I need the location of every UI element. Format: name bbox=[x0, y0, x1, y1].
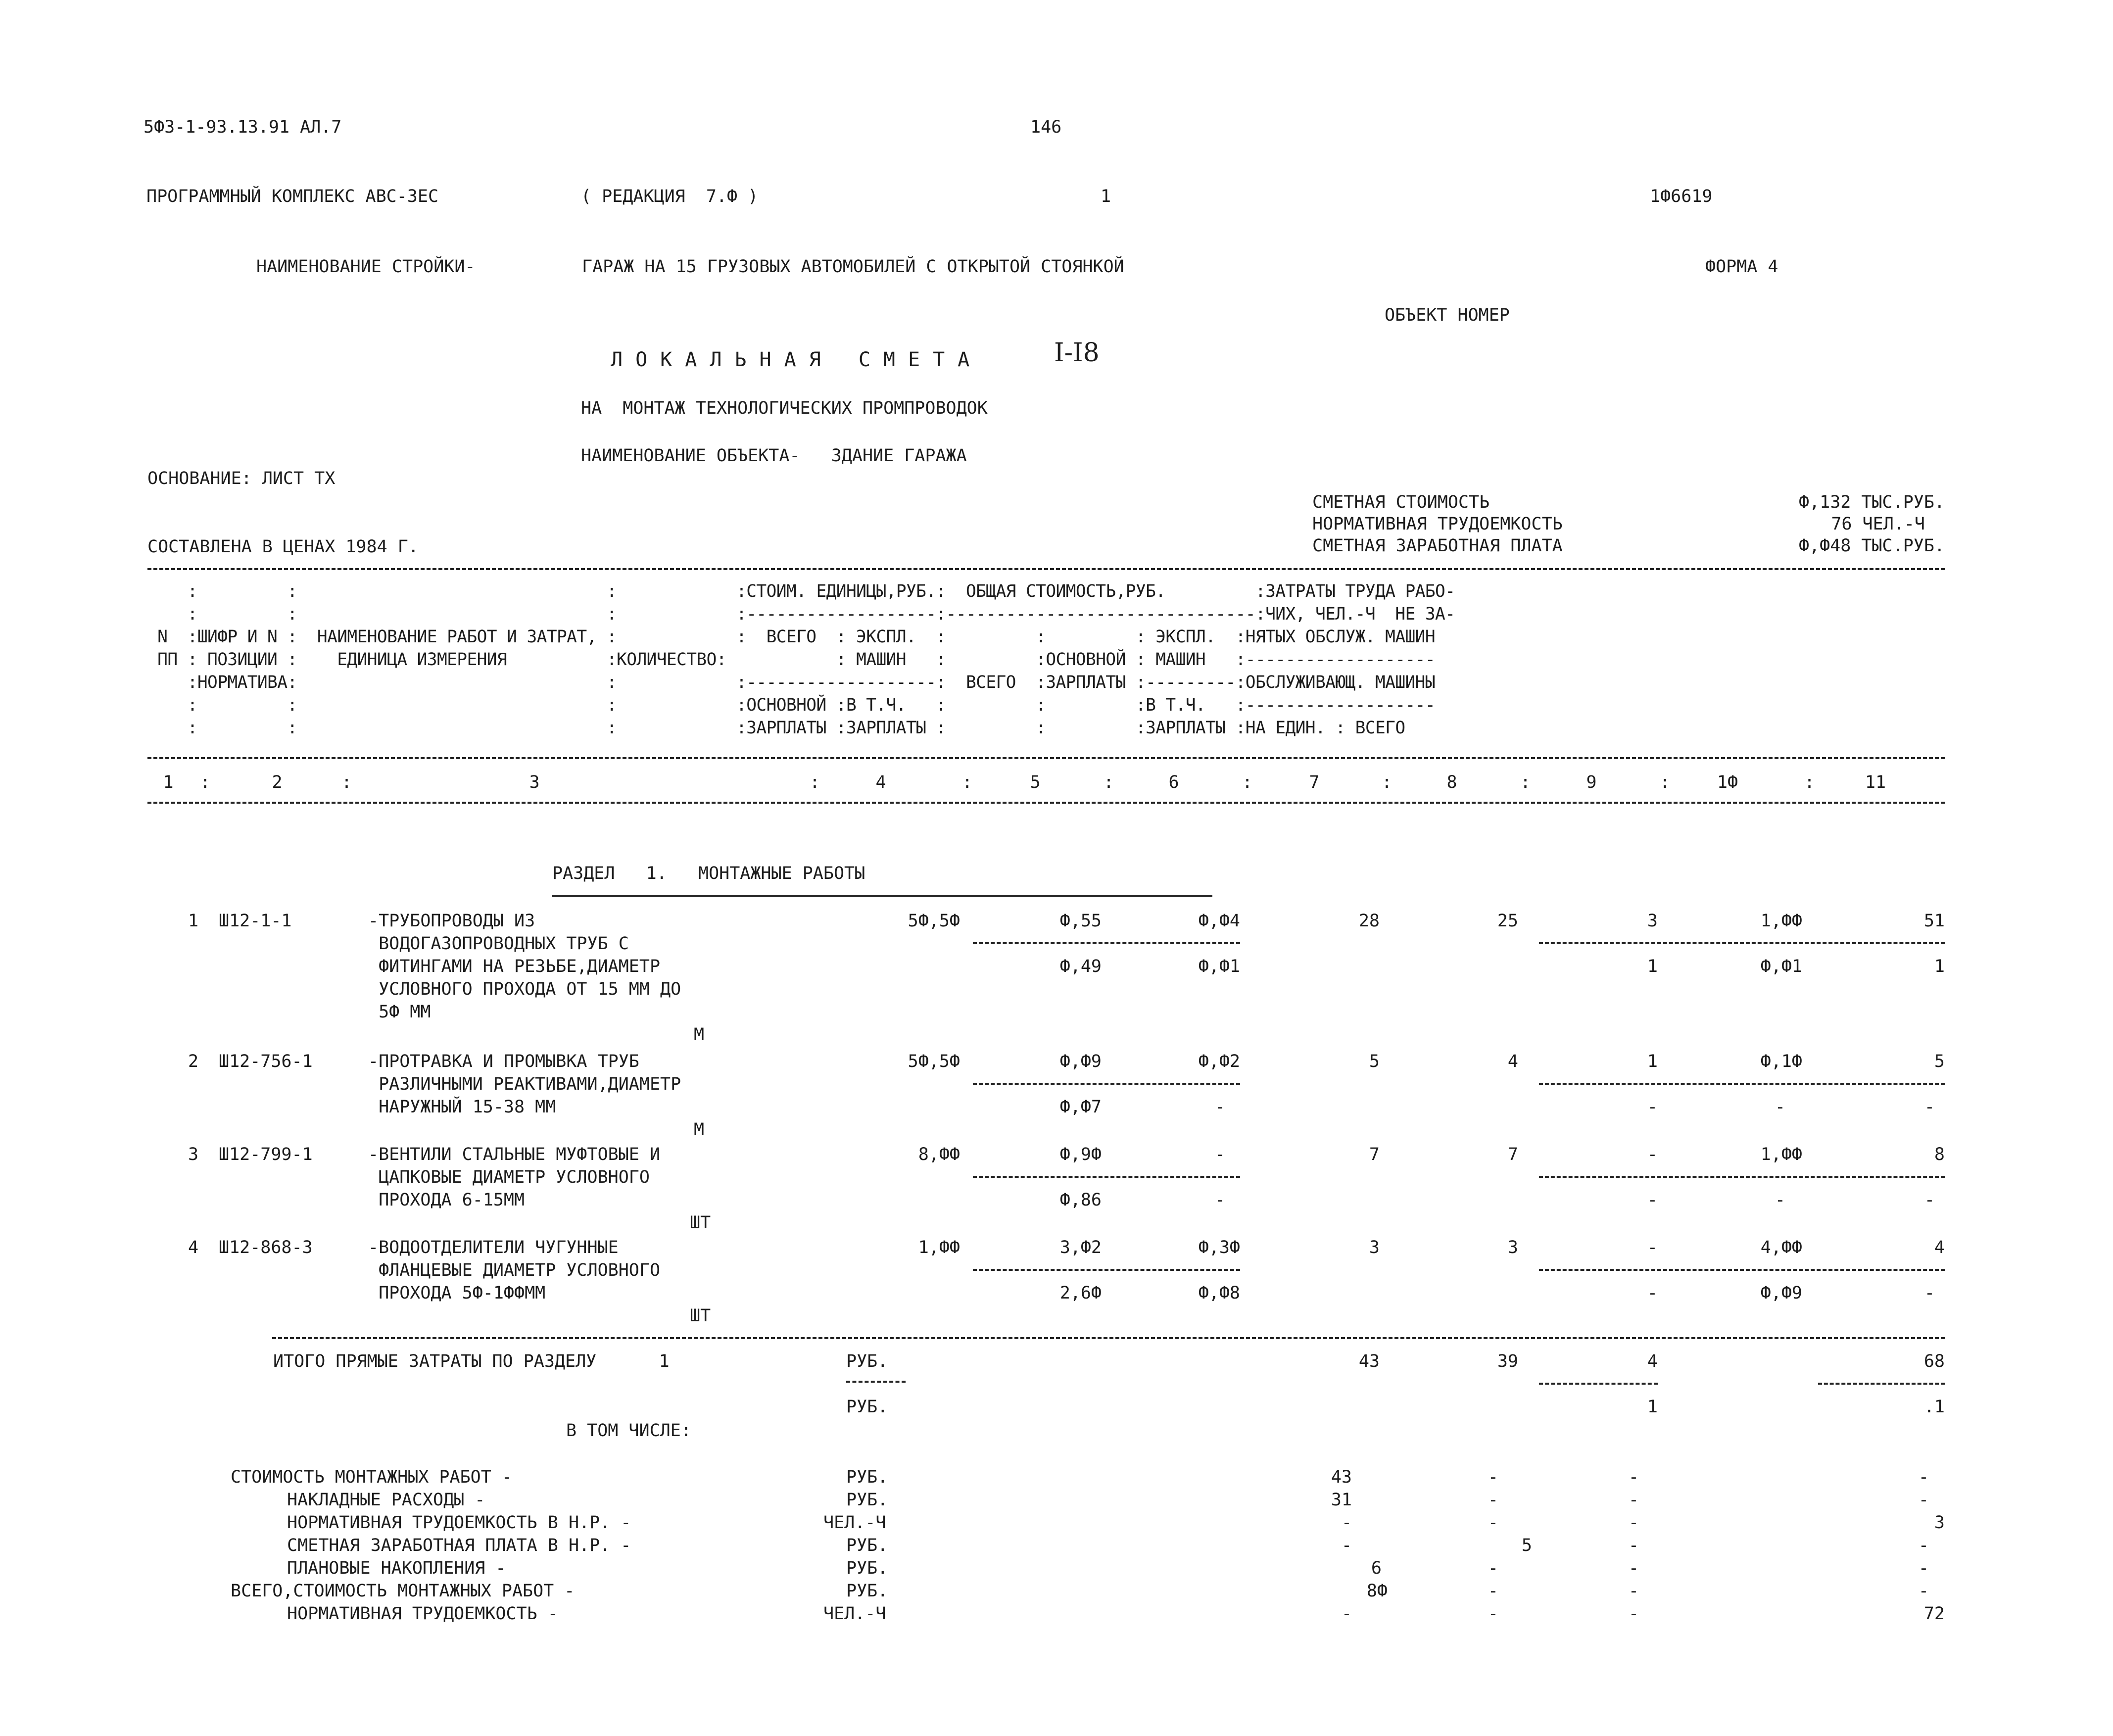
row-name-line: 5Ф ММ bbox=[368, 1002, 431, 1022]
summary-label-cost: СМЕТНАЯ СТОИМОСТЬ bbox=[1312, 492, 1490, 512]
column-separator: : bbox=[1660, 772, 1671, 792]
breakdown-labor: - bbox=[1918, 1467, 1929, 1487]
row-total: 28 bbox=[1358, 911, 1380, 931]
row-unit: М bbox=[694, 1120, 705, 1140]
row-labor-unit-service: - bbox=[1775, 1097, 1785, 1117]
row-name-line: РАЗЛИЧНЫМИ РЕАКТИВАМИ,ДИАМЕТР bbox=[368, 1074, 681, 1094]
row-labor-unit-service: Ф,Ф9 bbox=[1760, 1283, 1802, 1303]
row-labor-unit: Ф,1Ф bbox=[1760, 1052, 1802, 1071]
row-machine-wage: - bbox=[1647, 1190, 1658, 1210]
row-quantity: 5Ф,5Ф bbox=[908, 1052, 960, 1071]
row-name-line: НАРУЖНЫЙ 15-38 ММ bbox=[368, 1097, 556, 1117]
row-labor-unit: 1,ФФ bbox=[1760, 1145, 1802, 1164]
row-code: Ш12-799-1 bbox=[219, 1145, 313, 1164]
breakdown-base-wage: - bbox=[1488, 1490, 1498, 1510]
totals-machines: 4 bbox=[1647, 1351, 1658, 1371]
breakdown-label: ВСЕГО,СТОИМОСТЬ МОНТАЖНЫХ РАБОТ - bbox=[231, 1581, 575, 1601]
summary-label-wage: СМЕТНАЯ ЗАРАБОТНАЯ ПЛАТА bbox=[1312, 536, 1563, 556]
row-base-wage: 4 bbox=[1507, 1052, 1518, 1071]
header-line: N :ШИФР И N : НАИМЕНОВАНИЕ РАБОТ И ЗАТРАТ, : : ВСЕГО : ЭКСПЛ. : : : ЭКСПЛ. :НЯТЫХ ОБСЛУЖ. МАШИН bbox=[147, 627, 1436, 647]
row-code: Ш12-756-1 bbox=[219, 1052, 313, 1071]
breakdown-machines: - bbox=[1628, 1558, 1639, 1578]
construction-label: НАИМЕНОВАНИЕ СТРОЙКИ- bbox=[256, 257, 476, 277]
row-base-wage: 25 bbox=[1497, 911, 1518, 931]
column-number: 8 bbox=[1446, 772, 1457, 792]
header-line: : : : :ЗАРПЛАТЫ :ЗАРПЛАТЫ : : :ЗАРПЛАТЫ :НА ЕДИН. : ВСЕГО bbox=[147, 718, 1405, 738]
column-number: 11 bbox=[1865, 772, 1886, 792]
breakdown-base-wage: - bbox=[1488, 1467, 1498, 1487]
breakdown-labor: - bbox=[1918, 1558, 1929, 1578]
sheet-number: 1 bbox=[1101, 187, 1111, 206]
section-underline bbox=[552, 892, 1212, 897]
row-base-wage: 3 bbox=[1507, 1238, 1518, 1257]
row-unit-divider bbox=[973, 1269, 1240, 1271]
column-separator: : bbox=[1520, 772, 1531, 792]
breakdown-labor: 72 bbox=[1923, 1604, 1945, 1624]
row-quantity: 5Ф,5Ф bbox=[908, 911, 960, 931]
breakdown-total: - bbox=[1341, 1604, 1352, 1624]
summary-value-cost: Ф,132 ТЫС.РУБ. bbox=[1798, 492, 1945, 512]
totals-base-wage: 39 bbox=[1497, 1351, 1518, 1371]
row-name-line: ЦАПКОВЫЕ ДИАМЕТР УСЛОВНОГО bbox=[368, 1167, 650, 1187]
row-unit: ШТ bbox=[690, 1213, 711, 1233]
table-header bbox=[147, 580, 1949, 748]
row-machines: - bbox=[1647, 1145, 1658, 1164]
estimate-number: I-I8 bbox=[1054, 338, 1100, 368]
row-unit-machine-wage: Ф,Ф8 bbox=[1198, 1283, 1240, 1303]
breakdown-label: НАКЛАДНЫЕ РАСХОДЫ - bbox=[287, 1490, 485, 1510]
row-name-line: ФЛАНЦЕВЫЕ ДИАМЕТР УСЛОВНОГО bbox=[368, 1260, 661, 1280]
breakdown-total: 43 bbox=[1331, 1467, 1352, 1487]
row-code: Ш12-1-1 bbox=[219, 911, 292, 931]
row-code: Ш12-868-3 bbox=[219, 1238, 313, 1257]
row-unit-divider bbox=[973, 1176, 1240, 1178]
row-labor-unit: 1,ФФ bbox=[1760, 911, 1802, 931]
row-total-divider bbox=[1539, 1269, 1945, 1271]
row-unit-machines: Ф,Ф4 bbox=[1198, 911, 1240, 931]
column-separator: : bbox=[341, 772, 352, 792]
row-unit-wage: Ф,86 bbox=[1059, 1190, 1102, 1210]
row-name-line: -ТРУБОПРОВОДЫ ИЗ bbox=[368, 911, 535, 931]
row-unit-total: Ф,55 bbox=[1059, 911, 1102, 931]
row-unit-total: 3,Ф2 bbox=[1059, 1238, 1102, 1257]
breakdown-unit: ЧЕЛ.-Ч bbox=[823, 1604, 886, 1624]
row-unit-wage: 2,6Ф bbox=[1059, 1283, 1102, 1303]
breakdown-unit: РУБ. bbox=[846, 1536, 888, 1555]
row-quantity: 1,ФФ bbox=[918, 1238, 960, 1257]
row-unit-machine-wage: - bbox=[1214, 1097, 1225, 1117]
row-machine-wage: - bbox=[1647, 1097, 1658, 1117]
document-title: ЛОКАЛЬНАЯ СМЕТА bbox=[611, 348, 983, 371]
row-number: 1 bbox=[188, 911, 199, 931]
row-labor-total: 51 bbox=[1923, 911, 1945, 931]
breakdown-base-wage: - bbox=[1488, 1604, 1498, 1624]
column-separator: : bbox=[1804, 772, 1815, 792]
column-number: 1Ф bbox=[1717, 772, 1738, 792]
breakdown-unit: РУБ. bbox=[846, 1558, 888, 1578]
breakdown-total: - bbox=[1341, 1513, 1352, 1533]
row-labor-unit-service: Ф,Ф1 bbox=[1760, 957, 1802, 976]
breakdown-total: 8Ф bbox=[1366, 1581, 1388, 1601]
column-separator: : bbox=[1104, 772, 1114, 792]
row-unit: М bbox=[694, 1025, 705, 1045]
summary-value-labor: 76 ЧЕЛ.-Ч bbox=[1831, 514, 1925, 534]
column-separator: : bbox=[200, 772, 211, 792]
totals-unit-wage: РУБ. bbox=[846, 1397, 888, 1417]
row-total-divider bbox=[1539, 1176, 1945, 1178]
row-unit-machine-wage: Ф,Ф1 bbox=[1198, 957, 1240, 976]
breakdown-unit: РУБ. bbox=[846, 1581, 888, 1601]
totals-labor-divider bbox=[1818, 1383, 1945, 1385]
column-number: 6 bbox=[1168, 772, 1179, 792]
totals-label: ИТОГО ПРЯМЫЕ ЗАТРАТЫ ПО РАЗДЕЛУ 1 bbox=[273, 1351, 670, 1371]
row-total-divider bbox=[1539, 942, 1945, 944]
row-labor-total-service: - bbox=[1924, 1190, 1935, 1210]
header-line: : : : :-------------------:-------------------------------:ЧИХ, ЧЕЛ.-Ч НЕ ЗА- bbox=[147, 604, 1455, 624]
row-unit-wage: Ф,Ф7 bbox=[1059, 1097, 1102, 1117]
header-line: :НОРМАТИВА: : :-------------------: ВСЕГО :ЗАРПЛАТЫ :---------:ОБСЛУЖИВАЮЩ. МАШИНЫ bbox=[147, 673, 1436, 692]
row-total: 5 bbox=[1369, 1052, 1380, 1071]
estimate-basis: ОСНОВАНИЕ: ЛИСТ ТХ bbox=[147, 469, 336, 488]
row-unit: ШТ bbox=[690, 1306, 711, 1326]
row-total-divider bbox=[1539, 1083, 1945, 1085]
breakdown-machines: - bbox=[1628, 1490, 1639, 1510]
row-name-line: -ВОДООТДЕЛИТЕЛИ ЧУГУННЫЕ bbox=[368, 1238, 619, 1257]
object-number: ОБЪЕКТ НОМЕР bbox=[1385, 305, 1510, 325]
column-number: 4 bbox=[875, 772, 886, 792]
row-unit-machines: - bbox=[1214, 1145, 1225, 1164]
row-labor-unit: 4,ФФ bbox=[1760, 1238, 1802, 1257]
column-number: 9 bbox=[1586, 772, 1597, 792]
doc-ref: 5Ф3-1-93.13.91 АЛ.7 bbox=[144, 117, 342, 137]
row-unit-total: Ф,9Ф bbox=[1059, 1145, 1102, 1164]
column-separator: : bbox=[1242, 772, 1253, 792]
breakdown-machines: - bbox=[1628, 1467, 1639, 1487]
document-code: 1Ф6619 bbox=[1650, 187, 1713, 206]
column-separator: : bbox=[1382, 772, 1393, 792]
row-unit-wage: Ф,49 bbox=[1059, 957, 1102, 976]
breakdown-unit: ЧЕЛ.-Ч bbox=[823, 1513, 886, 1533]
breakdown-label: ПЛАНОВЫЕ НАКОПЛЕНИЯ - bbox=[287, 1558, 506, 1578]
breakdown-unit: РУБ. bbox=[846, 1490, 888, 1510]
row-unit-machine-wage: - bbox=[1214, 1190, 1225, 1210]
row-name-line: ПРОХОДА 6-15ММ bbox=[368, 1190, 525, 1210]
row-name-line: ВОДОГАЗОПРОВОДНЫХ ТРУБ С bbox=[368, 934, 629, 954]
row-labor-total: 4 bbox=[1934, 1238, 1945, 1257]
column-number: 7 bbox=[1309, 772, 1320, 792]
breakdown-base-wage: - bbox=[1488, 1581, 1498, 1601]
row-name-line: ПРОХОДА 5Ф-1ФФММ bbox=[368, 1283, 546, 1303]
row-unit-divider bbox=[973, 942, 1240, 944]
breakdown-machines: - bbox=[1628, 1536, 1639, 1555]
row-labor-total-service: 1 bbox=[1934, 957, 1945, 976]
breakdown-labor: - bbox=[1918, 1490, 1929, 1510]
totals-labor-service: .1 bbox=[1923, 1397, 1945, 1417]
breakdown-total: - bbox=[1341, 1536, 1352, 1555]
object-name: НАИМЕНОВАНИЕ ОБЪЕКТА- ЗДАНИЕ ГАРАЖА bbox=[581, 446, 967, 466]
row-unit-machines: Ф,Ф2 bbox=[1198, 1052, 1240, 1071]
breakdown-base-wage: 5 bbox=[1521, 1536, 1532, 1555]
summary-value-wage: Ф,Ф48 ТЫС.РУБ. bbox=[1798, 536, 1945, 556]
program-name: ПРОГРАММНЫЙ КОМПЛЕКС АВС-3ЕС bbox=[146, 187, 439, 206]
row-name-line: УСЛОВНОГО ПРОХОДА ОТ 15 ММ ДО bbox=[368, 979, 681, 999]
row-labor-total: 5 bbox=[1934, 1052, 1945, 1071]
totals-machines-divider bbox=[1539, 1383, 1658, 1385]
breakdown-label: НОРМАТИВНАЯ ТРУДОЕМКОСТЬ - bbox=[287, 1604, 558, 1624]
breakdown-total: 6 bbox=[1371, 1558, 1382, 1578]
row-number: 2 bbox=[188, 1052, 199, 1071]
program-edition: ( РЕДАКЦИЯ 7.Ф ) bbox=[581, 187, 759, 206]
header-line: : : : :СТОИМ. ЕДИНИЦЫ,РУБ.: ОБЩАЯ СТОИМОСТЬ,РУБ. :ЗАТРАТЫ ТРУДА РАБО- bbox=[147, 581, 1455, 601]
header-line: : : : :ОСНОВНОЙ :В Т.Ч. : : :В Т.Ч. :------------------- bbox=[147, 695, 1436, 715]
breakdown-unit: РУБ. bbox=[846, 1467, 888, 1487]
estimate-subtitle: НА МОНТАЖ ТЕХНОЛОГИЧЕСКИХ ПРОМПРОВОДОК bbox=[581, 398, 988, 418]
row-machine-wage: 1 bbox=[1647, 957, 1658, 976]
row-machines: - bbox=[1647, 1238, 1658, 1257]
row-unit-total: Ф,Ф9 bbox=[1059, 1052, 1102, 1071]
row-base-wage: 7 bbox=[1507, 1145, 1518, 1164]
header-bottom-rule bbox=[147, 802, 1945, 804]
totals-machine-wage: 1 bbox=[1647, 1397, 1658, 1417]
row-machines: 1 bbox=[1647, 1052, 1658, 1071]
header-top-rule bbox=[147, 568, 1945, 570]
row-unit-divider bbox=[973, 1083, 1240, 1085]
row-labor-total-service: - bbox=[1924, 1097, 1935, 1117]
column-separator: : bbox=[810, 772, 820, 792]
breakdown-machines: - bbox=[1628, 1581, 1639, 1601]
page-number: 146 bbox=[1030, 117, 1062, 137]
column-number: 3 bbox=[529, 772, 540, 792]
breakdown-base-wage: - bbox=[1488, 1558, 1498, 1578]
row-labor-total: 8 bbox=[1934, 1145, 1945, 1164]
row-labor-total-service: - bbox=[1924, 1283, 1935, 1303]
including-heading: В ТОМ ЧИСЛЕ: bbox=[566, 1421, 691, 1441]
row-machines: 3 bbox=[1647, 911, 1658, 931]
construction-name: ГАРАЖ НА 15 ГРУЗОВЫХ АВТОМОБИЛЕЙ С ОТКРЫТОЙ СТОЯНКОЙ bbox=[582, 257, 1124, 277]
row-name-line: -ВЕНТИЛИ СТАЛЬНЫЕ МУФТОВЫЕ И bbox=[368, 1145, 661, 1164]
breakdown-machines: - bbox=[1628, 1513, 1639, 1533]
header-mid-rule bbox=[147, 757, 1945, 759]
summary-label-labor: НОРМАТИВНАЯ ТРУДОЕМКОСТЬ bbox=[1312, 514, 1563, 534]
section-title: РАЗДЕЛ 1. МОНТАЖНЫЕ РАБОТЫ bbox=[552, 864, 865, 883]
column-number: 5 bbox=[1030, 772, 1041, 792]
totals-top-rule bbox=[272, 1337, 1945, 1339]
row-name-line: -ПРОТРАВКА И ПРОМЫВКА ТРУБ bbox=[368, 1052, 639, 1071]
breakdown-label: НОРМАТИВНАЯ ТРУДОЕМКОСТЬ В Н.Р. - bbox=[287, 1513, 631, 1533]
breakdown-labor: - bbox=[1918, 1536, 1929, 1555]
breakdown-machines: - bbox=[1628, 1604, 1639, 1624]
breakdown-base-wage: - bbox=[1488, 1513, 1498, 1533]
column-separator: : bbox=[962, 772, 973, 792]
totals-unit: РУБ. bbox=[846, 1351, 888, 1371]
totals-total: 43 bbox=[1358, 1351, 1380, 1371]
breakdown-labor: 3 bbox=[1934, 1513, 1945, 1533]
column-number: 2 bbox=[272, 772, 283, 792]
breakdown-total: 31 bbox=[1331, 1490, 1352, 1510]
totals-unit-divider bbox=[846, 1381, 906, 1383]
row-number: 4 bbox=[188, 1238, 199, 1257]
row-labor-unit-service: - bbox=[1775, 1190, 1785, 1210]
breakdown-label: СТОИМОСТЬ МОНТАЖНЫХ РАБОТ - bbox=[231, 1467, 512, 1487]
row-total: 7 bbox=[1369, 1145, 1380, 1164]
breakdown-label: СМЕТНАЯ ЗАРАБОТНАЯ ПЛАТА В Н.Р. - bbox=[287, 1536, 631, 1555]
breakdown-labor: - bbox=[1918, 1581, 1929, 1601]
header-line: ПП : ПОЗИЦИИ : ЕДИНИЦА ИЗМЕРЕНИЯ :КОЛИЧЕСТВО: : МАШИН : :ОСНОВНОЙ : МАШИН :------------------- bbox=[147, 650, 1436, 670]
row-name-line: ФИТИНГАМИ НА РЕЗЬБЕ,ДИАМЕТР bbox=[368, 957, 661, 976]
row-machine-wage: - bbox=[1647, 1283, 1658, 1303]
row-number: 3 bbox=[188, 1145, 199, 1164]
totals-labor: 68 bbox=[1923, 1351, 1945, 1371]
row-total: 3 bbox=[1369, 1238, 1380, 1257]
row-unit-machines: Ф,3Ф bbox=[1198, 1238, 1240, 1257]
column-number: 1 bbox=[163, 772, 174, 792]
form-number: ФОРМА 4 bbox=[1705, 257, 1778, 277]
row-quantity: 8,ФФ bbox=[918, 1145, 960, 1164]
compiled-prices: СОСТАВЛЕНА В ЦЕНАХ 1984 Г. bbox=[147, 537, 419, 557]
